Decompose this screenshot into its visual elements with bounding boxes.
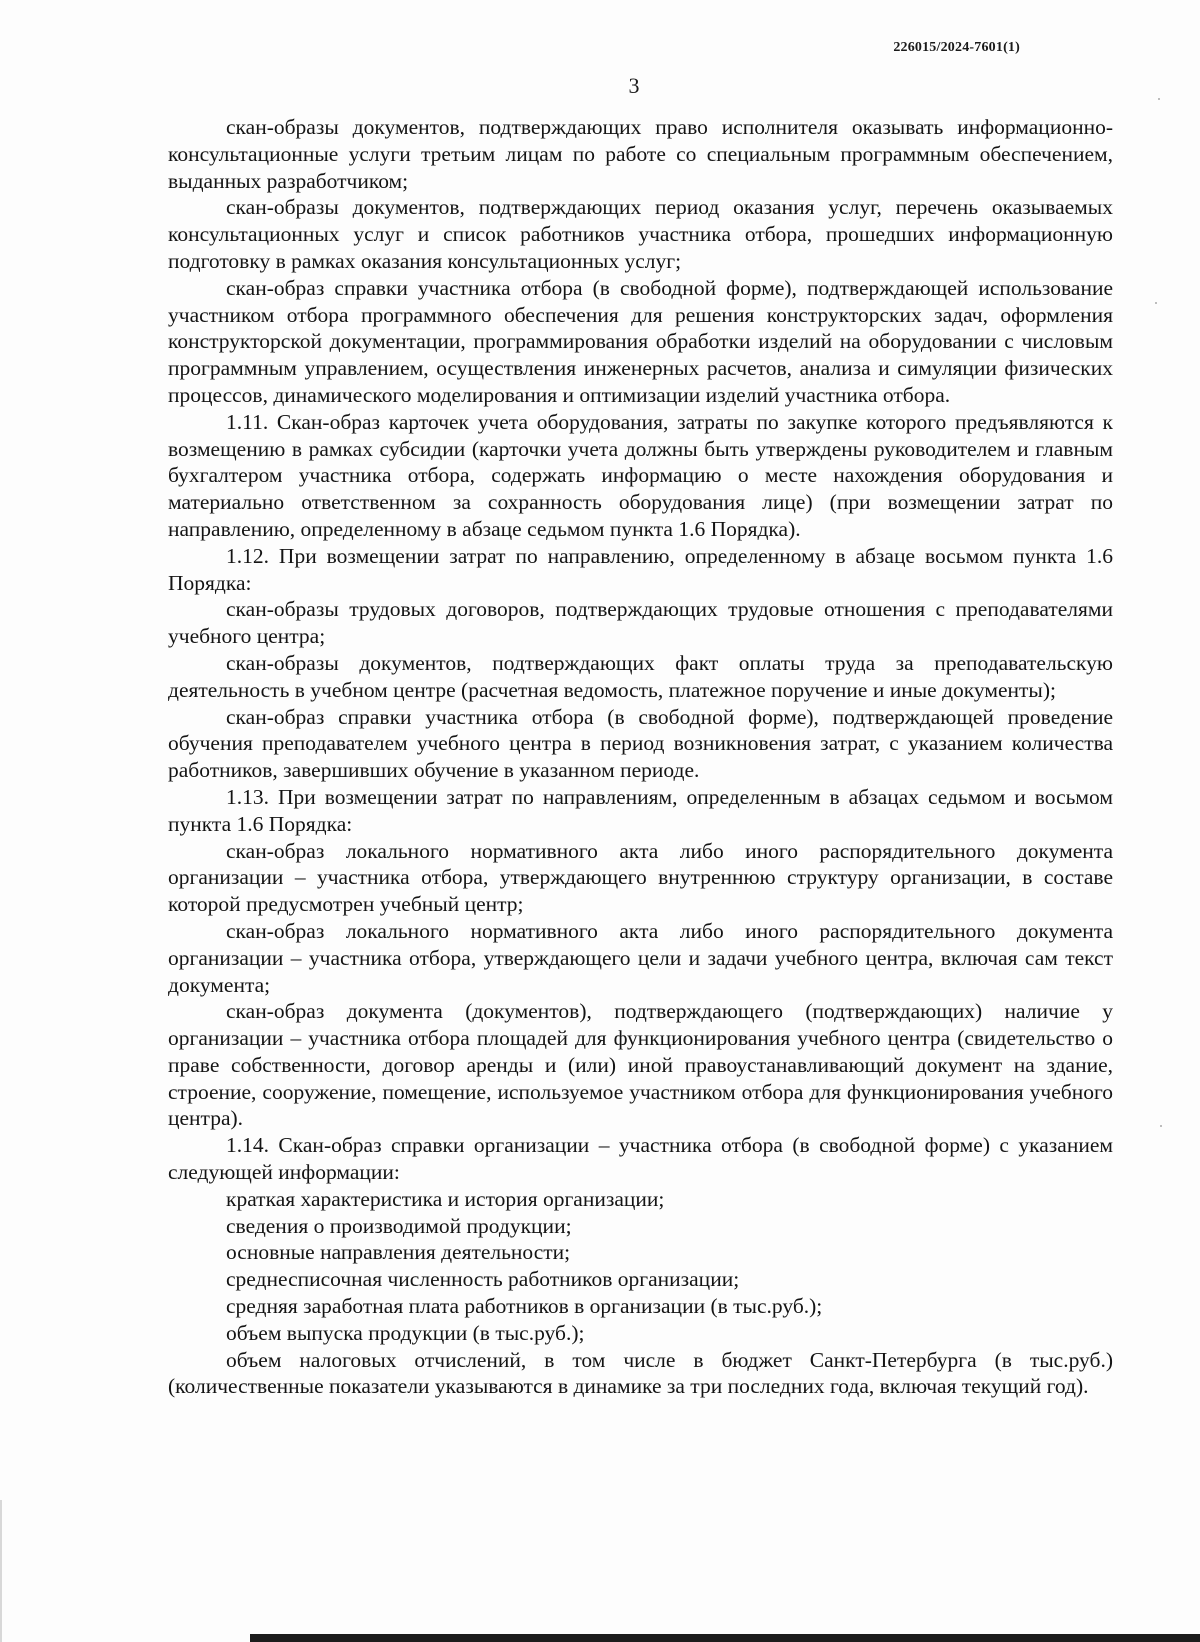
paragraph: скан-образ локального нормативного акта либо иного распорядительного документа организации – участника отбора, утверждающего внутреннюю структуру организации, в составе которой предусмотрен учебный центр; (168, 838, 1113, 917)
paragraph-item-1-12: 1.12. При возмещении затрат по направлению, определенному в абзаце восьмом пункта 1.6 Порядка: (168, 543, 1113, 595)
list-item: среднесписочная численность работников организации; (226, 1267, 740, 1292)
list-item: средняя заработная плата работников в организации (в тыс.руб.); (226, 1294, 823, 1319)
list-item: краткая характеристика и история организации; (226, 1186, 665, 1211)
paragraph: скан-образ локального нормативного акта либо иного распорядительного документа организации – участника отбора, утверждающего цели и задачи учебного центра, включая сам текст документа; (168, 918, 1113, 997)
paragraph-item-1-13: 1.13. При возмещении затрат по направлениям, определенным в абзацах седьмом и восьмом пункта 1.6 Порядка: (168, 784, 1113, 836)
paragraph: скан-образ справки участника отбора (в свободной форме), подтверждающей использование участником отбора программного обеспечения для решения конструкторских задач, оформления конструкторской документации, программирования обработки изделий на оборудовании с числовым программным управлением, осуществления инженерных расчетов, анализа и симуляции физических процессов, динамического моделирования и оптимизации изделий участника отбора. (168, 275, 1113, 407)
scan-left-edge (0, 1500, 2, 1642)
paragraph: скан-образы трудовых договоров, подтверждающих трудовые отношения с преподавателями учебного центра; (168, 597, 1113, 649)
paragraph: объем налоговых отчислений, в том числе в бюджет Санкт-Петербурга (в тыс.руб.) (количественные показатели указываются в динамике за три последних года, включая текущий год). (168, 1347, 1113, 1399)
paragraph-item-1-14: 1.14. Скан-образ справки организации – участника отбора (в свободной форме) с указанием следующей информации: (168, 1133, 1113, 1185)
scan-speck (1155, 302, 1157, 304)
paragraph: скан-образы документов, подтверждающих период оказания услуг, перечень оказываемых консультационных услуг и список работников участника отбора, прошедших информационную подготовку в рамках оказания консультационных услуг; (168, 195, 1113, 273)
paragraph-item-1-11: 1.11. Скан-образ карточек учета оборудования, затраты по закупке которого предъявляются к возмещению в рамках субсидии (карточки учета должны быть утверждены руководителем и главным бухгалтером участника отбора, содержать информацию о месте нахождения оборудования и материально ответственном за сохранность оборудования лице) (при возмещении затрат по направлению, определенному в абзаце седьмом пункта 1.6 Порядка). (168, 409, 1113, 541)
scan-bottom-edge (250, 1634, 1200, 1642)
document-body (168, 114, 1113, 1400)
list-item: сведения о производимой продукции; (226, 1213, 572, 1238)
scan-speck (1158, 98, 1160, 100)
paragraph: скан-образы документов, подтверждающих право исполнителя оказывать информационно-консультационные услуги третьим лицам по работе со специальным программным обеспечением, выданных разработчиком; (168, 115, 1113, 193)
document-reference-number: 226015/2024-7601(1) (893, 40, 1020, 55)
list-item: основные направления деятельности; (226, 1240, 571, 1265)
list-item: объем выпуска продукции (в тыс.руб.); (226, 1320, 585, 1345)
paragraph: скан-образ документа (документов), подтверждающего (подтверждающих) наличие у организации – участника отбора площадей для функционирования учебного центра (свидетельство о праве собственности, договор аренды и (или) иной правоустанавливающий документ на здание, строение, сооружение, помещение, используемое участником отбора для функционирования учебного центра). (168, 999, 1113, 1131)
scan-speck (1160, 1125, 1162, 1127)
page-number: 3 (628, 73, 640, 98)
paragraph: скан-образ справки участника отбора (в свободной форме), подтверждающей проведение обучения преподавателем учебного центра в период возникновения затрат, с указанием количества работников, завершивших обучение в указанном периоде. (168, 704, 1113, 783)
paragraph: скан-образы документов, подтверждающих факт оплаты труда за преподавательскую деятельность в учебном центре (расчетная ведомость, платежное поручение и иные документы); (168, 650, 1113, 702)
